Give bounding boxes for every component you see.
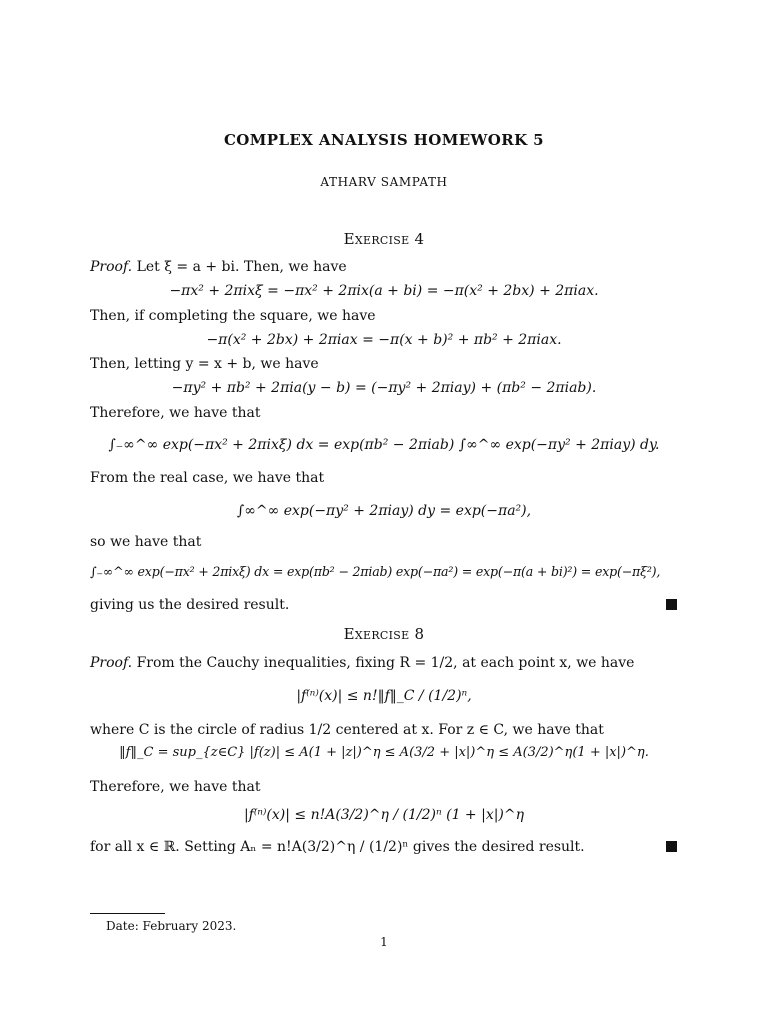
ex4-text-7: giving us the desired result. — [90, 597, 290, 613]
ex4-text-2: Then, if completing the square, we have — [90, 308, 376, 324]
ex8-equation-1: |f⁽ⁿ⁾(x)| ≤ n!‖f‖_C / (1/2)ⁿ, — [296, 688, 472, 704]
ex8-text-3: Therefore, we have that — [90, 779, 261, 795]
ex4-equation-4: ∫₋∞^∞ exp(−πx² + 2πixξ) dx = exp(πb² − 2πiab) ∫∞^∞ exp(−πy² + 2πiay) dy. — [108, 437, 660, 453]
ex8-line-1 — [90, 656, 634, 670]
ex4-text-5: From the real case, we have that — [90, 470, 325, 486]
exercise-4-heading: Exercise 4 — [343, 230, 425, 248]
footnote: Date: February 2023. — [106, 919, 237, 933]
paper-title: COMPLEX ANALYSIS HOMEWORK 5 — [223, 131, 545, 149]
ex8-text-2: where C is the circle of radius 1/2 centered at x. For z ∈ C, we have that — [90, 722, 604, 738]
ex8-text-1: From the Cauchy inequalities, fixing R = 1/2, at each point x, we have — [136, 655, 635, 671]
page-number: 1 — [380, 935, 388, 949]
ex4-text-1: Let ξ = a + bi. Then, we have — [136, 259, 347, 275]
ex4-line-1 — [90, 260, 347, 274]
proof-label: Proof. — [90, 655, 133, 671]
ex4-equation-1: −πx² + 2πixξ = −πx² + 2πix(a + bi) = −π(x² + 2bx) + 2πiax. — [169, 283, 599, 299]
exercise-8-heading: Exercise 8 — [343, 625, 425, 643]
ex4-equation-6: ∫₋∞^∞ exp(−πx² + 2πixξ) dx = exp(πb² − 2πiab) exp(−πa²) = exp(−π(a + bi)²) = exp(−πξ²), — [90, 564, 661, 579]
ex8-equation-3: |f⁽ⁿ⁾(x)| ≤ n!A(3/2)^η / (1/2)ⁿ (1 + |x|)^η — [243, 807, 525, 823]
ex4-equation-2: −π(x² + 2bx) + 2πiax = −π(x + b)² + πb² + 2πiax. — [206, 332, 562, 348]
ex4-equation-5: ∫∞^∞ exp(−πy² + 2πiay) dy = exp(−πa²), — [236, 503, 532, 519]
author: ATHARV SAMPATH — [320, 175, 448, 189]
ex4-equation-3: −πy² + πb² + 2πia(y − b) = (−πy² + 2πiay) + (πb² − 2πiab). — [171, 380, 597, 396]
qed-square — [666, 841, 677, 852]
ex8-equation-2: ‖f‖_C = sup_{z∈C} |f(z)| ≤ A(1 + |z|)^η ≤ A(3/2 + |x|)^η ≤ A(3/2)^η(1 + |x|)^η. — [119, 745, 649, 760]
footnote-rule — [90, 913, 165, 914]
ex4-text-4: Therefore, we have that — [90, 405, 261, 421]
ex4-text-6: so we have that — [90, 534, 202, 550]
proof-label: Proof. — [90, 259, 133, 275]
ex4-text-3: Then, letting y = x + b, we have — [90, 356, 319, 372]
ex8-text-4: for all x ∈ ℝ. Setting Aₙ = n!A(3/2)^η / (1/2)ⁿ gives the desired result. — [90, 839, 585, 855]
qed-square — [666, 599, 677, 610]
